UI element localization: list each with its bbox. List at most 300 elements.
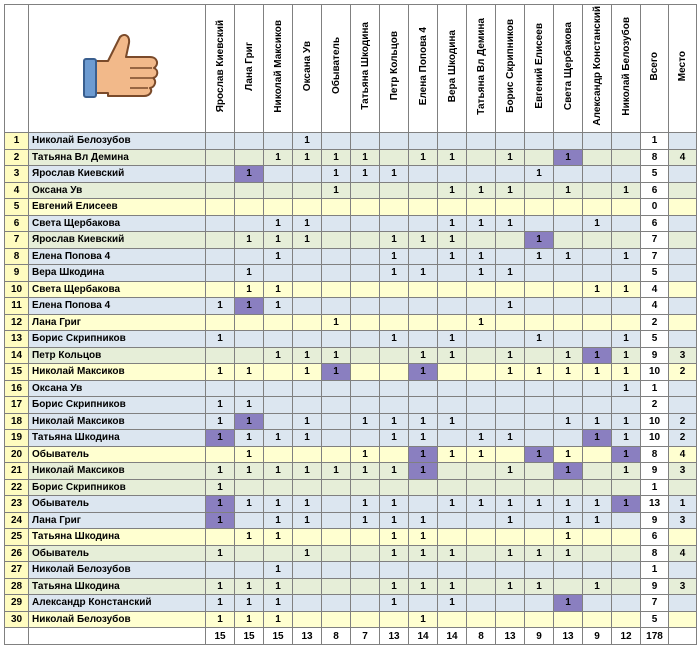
table-row [5,133,697,150]
vote-cell [496,562,525,579]
row-name: Николай Максиков [29,463,206,480]
row-name: Лана Григ [29,314,206,331]
vote-cell [583,446,612,463]
vote-cell [554,314,583,331]
vote-cell [380,380,409,397]
vote-cell [206,446,235,463]
vote-cell [351,578,380,595]
vote-cell: 1 [235,298,264,315]
row-place [669,166,697,183]
vote-cell: 1 [235,166,264,183]
vote-cell [612,166,641,183]
vote-cell [467,347,496,364]
vote-cell: 1 [467,446,496,463]
row-number: 28 [5,578,29,595]
row-name: Николай Максиков [29,364,206,381]
vote-cell: 1 [380,430,409,447]
vote-cell: 1 [293,463,322,480]
vote-cell [554,215,583,232]
vote-cell [467,611,496,628]
vote-cell [583,166,612,183]
row-place: 3 [669,578,697,595]
column-total: 13 [554,628,583,645]
vote-cell [351,133,380,150]
vote-cell: 1 [612,281,641,298]
vote-cell [583,380,612,397]
vote-cell: 1 [322,347,351,364]
table-row [5,149,697,166]
vote-table-body [5,133,697,628]
row-total: 6 [641,182,669,199]
column-total: 14 [438,628,467,645]
vote-cell [293,529,322,546]
table-row [5,281,697,298]
vote-cell [496,413,525,430]
vote-cell [322,199,351,216]
vote-cell: 1 [235,446,264,463]
vote-cell [583,265,612,282]
vote-cell: 1 [235,611,264,628]
vote-cell: 1 [554,347,583,364]
vote-cell [583,314,612,331]
vote-cell [380,314,409,331]
row-name: Татьяна Вл Демина [29,149,206,166]
column-header-label: Вера Шкодина [446,29,458,103]
vote-cell: 1 [525,578,554,595]
vote-cell: 1 [467,496,496,513]
row-total: 9 [641,463,669,480]
vote-cell: 1 [409,446,438,463]
column-header [264,5,293,133]
column-total: 15 [206,628,235,645]
vote-cell [612,215,641,232]
vote-cell [525,133,554,150]
row-number: 13 [5,331,29,348]
vote-cell: 1 [206,578,235,595]
vote-cell [438,430,467,447]
vote-cell: 1 [583,347,612,364]
vote-cell: 1 [409,413,438,430]
vote-cell [438,479,467,496]
vote-cell: 1 [496,578,525,595]
row-place: 2 [669,430,697,447]
table-row [5,215,697,232]
vote-cell [467,199,496,216]
column-total: 7 [351,628,380,645]
vote-cell [583,331,612,348]
row-place: 3 [669,463,697,480]
vote-cell [438,364,467,381]
header-label: Всего [649,51,660,81]
row-place [669,595,697,612]
table-row [5,331,697,348]
vote-cell: 1 [351,496,380,513]
row-name: Борис Скрипников [29,331,206,348]
row-place [669,397,697,414]
table-row [5,182,697,199]
vote-cell [351,430,380,447]
column-header [409,5,438,133]
vote-cell [351,182,380,199]
vote-cell [293,611,322,628]
vote-cell [438,298,467,315]
vote-cell: 1 [612,380,641,397]
vote-cell [583,545,612,562]
vote-cell: 1 [351,512,380,529]
vote-cell: 1 [438,331,467,348]
vote-cell: 1 [467,215,496,232]
row-number: 20 [5,446,29,463]
vote-cell [525,215,554,232]
table-row [5,430,697,447]
vote-cell [264,413,293,430]
vote-cell: 1 [293,430,322,447]
row-place [669,529,697,546]
vote-cell [612,545,641,562]
vote-cell [583,199,612,216]
row-number: 5 [5,199,29,216]
vote-cell: 1 [554,595,583,612]
vote-cell: 1 [612,446,641,463]
vote-cell: 1 [525,545,554,562]
vote-cell [351,265,380,282]
vote-cell: 1 [264,496,293,513]
row-place [669,133,697,150]
vote-cell [438,397,467,414]
column-total: 15 [264,628,293,645]
vote-cell [496,446,525,463]
vote-cell [322,281,351,298]
vote-cell [351,331,380,348]
vote-cell: 1 [351,149,380,166]
row-place [669,248,697,265]
vote-cell [206,248,235,265]
vote-cell: 1 [264,611,293,628]
vote-cell: 1 [554,182,583,199]
vote-cell [409,215,438,232]
vote-cell [206,314,235,331]
vote-cell [438,463,467,480]
vote-cell [467,397,496,414]
vote-cell [496,380,525,397]
vote-cell [380,182,409,199]
row-number: 8 [5,248,29,265]
vote-cell: 1 [206,298,235,315]
vote-cell [525,430,554,447]
row-number: 26 [5,545,29,562]
row-number: 11 [5,298,29,315]
vote-cell [322,595,351,612]
row-name: Обыватель [29,545,206,562]
vote-cell: 1 [293,232,322,249]
table-row [5,479,697,496]
vote-cell [409,595,438,612]
vote-cell [351,611,380,628]
row-name: Елена Попова 4 [29,298,206,315]
vote-cell: 1 [264,430,293,447]
vote-cell [322,397,351,414]
vote-cell: 1 [235,413,264,430]
vote-cell [322,331,351,348]
row-name: Света Щербакова [29,215,206,232]
vote-cell [206,166,235,183]
vote-cell [467,331,496,348]
vote-cell [322,430,351,447]
vote-cell: 1 [438,413,467,430]
column-total: 12 [612,628,641,645]
row-name: Николай Максиков [29,413,206,430]
vote-cell [525,199,554,216]
vote-cell: 1 [264,281,293,298]
vote-cell [409,479,438,496]
vote-cell: 1 [206,413,235,430]
vote-cell [351,562,380,579]
row-name: Ярослав Киевский [29,166,206,183]
row-place [669,562,697,579]
column-header [380,5,409,133]
vote-cell [409,331,438,348]
vote-cell [496,331,525,348]
column-header-label: Татьяна Шкодина [359,22,371,110]
vote-cell: 1 [467,314,496,331]
vote-cell: 1 [409,529,438,546]
vote-cell: 1 [409,232,438,249]
vote-cell: 1 [612,331,641,348]
vote-cell [525,281,554,298]
vote-cell [583,479,612,496]
vote-cell [293,380,322,397]
vote-cell: 1 [467,248,496,265]
vote-cell [496,479,525,496]
vote-cell: 1 [264,595,293,612]
vote-cell [612,232,641,249]
totals-corner [5,628,29,645]
vote-cell [293,446,322,463]
vote-cell: 1 [235,232,264,249]
row-total: 5 [641,265,669,282]
vote-cell [554,430,583,447]
vote-cell [467,545,496,562]
vote-cell [264,397,293,414]
vote-cell [380,611,409,628]
row-total: 10 [641,413,669,430]
table-row [5,496,697,513]
vote-cell [525,595,554,612]
vote-cell: 1 [554,463,583,480]
vote-cell [351,248,380,265]
vote-cell: 1 [496,545,525,562]
vote-cell [612,529,641,546]
vote-cell [409,397,438,414]
vote-cell [235,215,264,232]
vote-cell [409,133,438,150]
vote-cell [554,331,583,348]
vote-cell [467,149,496,166]
vote-cell [264,182,293,199]
column-header-label: Петр Кольцов [388,31,400,101]
column-header [235,5,264,133]
vote-cell [293,331,322,348]
column-total: 13 [380,628,409,645]
row-place [669,298,697,315]
column-header-label: Татьяна Вл Демина [475,17,487,115]
vote-cell: 1 [496,182,525,199]
vote-cell [409,166,438,183]
row-total: 13 [641,496,669,513]
row-place [669,281,697,298]
vote-cell [525,479,554,496]
vote-cell [322,215,351,232]
vote-cell: 1 [235,496,264,513]
vote-cell [264,446,293,463]
row-number: 6 [5,215,29,232]
vote-cell: 1 [612,413,641,430]
vote-cell [583,562,612,579]
vote-cell: 1 [206,364,235,381]
vote-cell [554,166,583,183]
row-name: Ярослав Киевский [29,232,206,249]
vote-cell [409,281,438,298]
vote-cell [612,149,641,166]
vote-cell [351,529,380,546]
vote-cell: 1 [583,578,612,595]
vote-cell [380,149,409,166]
vote-cell [612,298,641,315]
row-name: Оксана Ув [29,380,206,397]
vote-cell [438,611,467,628]
row-total: 1 [641,479,669,496]
vote-cell [583,182,612,199]
row-total: 10 [641,364,669,381]
vote-cell [467,578,496,595]
table-row [5,463,697,480]
vote-cell: 1 [467,265,496,282]
column-header-label: Николай Белозубов [620,16,632,116]
vote-cell [525,397,554,414]
vote-cell [612,512,641,529]
vote-cell [380,562,409,579]
vote-cell [322,133,351,150]
vote-cell [206,232,235,249]
table-row [5,562,697,579]
vote-cell [467,232,496,249]
row-number: 12 [5,314,29,331]
column-header [322,5,351,133]
vote-cell: 1 [235,397,264,414]
vote-cell [235,248,264,265]
row-place: 4 [669,149,697,166]
vote-cell [583,298,612,315]
row-name: Николай Белозубов [29,133,206,150]
vote-cell [554,232,583,249]
vote-cell: 1 [438,595,467,612]
vote-cell [438,166,467,183]
vote-cell [409,380,438,397]
vote-cell [264,331,293,348]
row-number: 18 [5,413,29,430]
vote-cell [496,314,525,331]
table-row [5,512,697,529]
vote-cell [554,281,583,298]
vote-cell [467,479,496,496]
column-header [554,5,583,133]
vote-cell [322,512,351,529]
vote-cell [293,578,322,595]
column-header-label: Света Щербакова [562,21,574,111]
vote-cell: 1 [264,215,293,232]
vote-cell: 1 [496,512,525,529]
vote-cell [583,463,612,480]
vote-cell [322,232,351,249]
vote-cell [293,397,322,414]
row-number: 1 [5,133,29,150]
row-place: 2 [669,413,697,430]
vote-cell [409,298,438,315]
vote-cell: 1 [380,166,409,183]
vote-cell: 1 [206,496,235,513]
row-number: 22 [5,479,29,496]
thumb-cell [29,5,206,133]
vote-table-container [4,4,697,645]
vote-cell [351,298,380,315]
row-name: Николай Белозубов [29,611,206,628]
vote-cell [583,149,612,166]
row-number: 30 [5,611,29,628]
row-place: 4 [669,446,697,463]
vote-cell [525,149,554,166]
vote-cell: 1 [438,182,467,199]
vote-cell [235,331,264,348]
vote-cell: 1 [438,578,467,595]
row-name: Вера Шкодина [29,265,206,282]
row-name: Николай Белозубов [29,562,206,579]
vote-cell [467,364,496,381]
row-total: 4 [641,281,669,298]
vote-cell: 1 [612,463,641,480]
row-total: 7 [641,232,669,249]
vote-cell: 1 [351,413,380,430]
vote-cell [322,479,351,496]
vote-cell [525,314,554,331]
column-total: 13 [496,628,525,645]
vote-cell [293,265,322,282]
vote-cell [235,562,264,579]
header-label: Место [677,50,688,82]
vote-cell: 1 [525,496,554,513]
vote-cell [525,512,554,529]
vote-cell [554,265,583,282]
vote-cell: 1 [293,413,322,430]
vote-cell: 1 [583,496,612,513]
vote-cell [612,578,641,595]
row-number: 27 [5,562,29,579]
row-name: Александр Констанский [29,595,206,612]
vote-cell: 1 [583,364,612,381]
vote-cell [525,413,554,430]
vote-cell [322,545,351,562]
vote-cell [525,380,554,397]
row-total: 9 [641,512,669,529]
vote-cell: 1 [612,347,641,364]
vote-cell: 1 [206,611,235,628]
vote-cell: 1 [554,529,583,546]
vote-cell [496,611,525,628]
vote-cell: 1 [438,215,467,232]
vote-cell [467,529,496,546]
vote-cell [322,265,351,282]
row-total: 0 [641,199,669,216]
vote-cell: 1 [206,397,235,414]
